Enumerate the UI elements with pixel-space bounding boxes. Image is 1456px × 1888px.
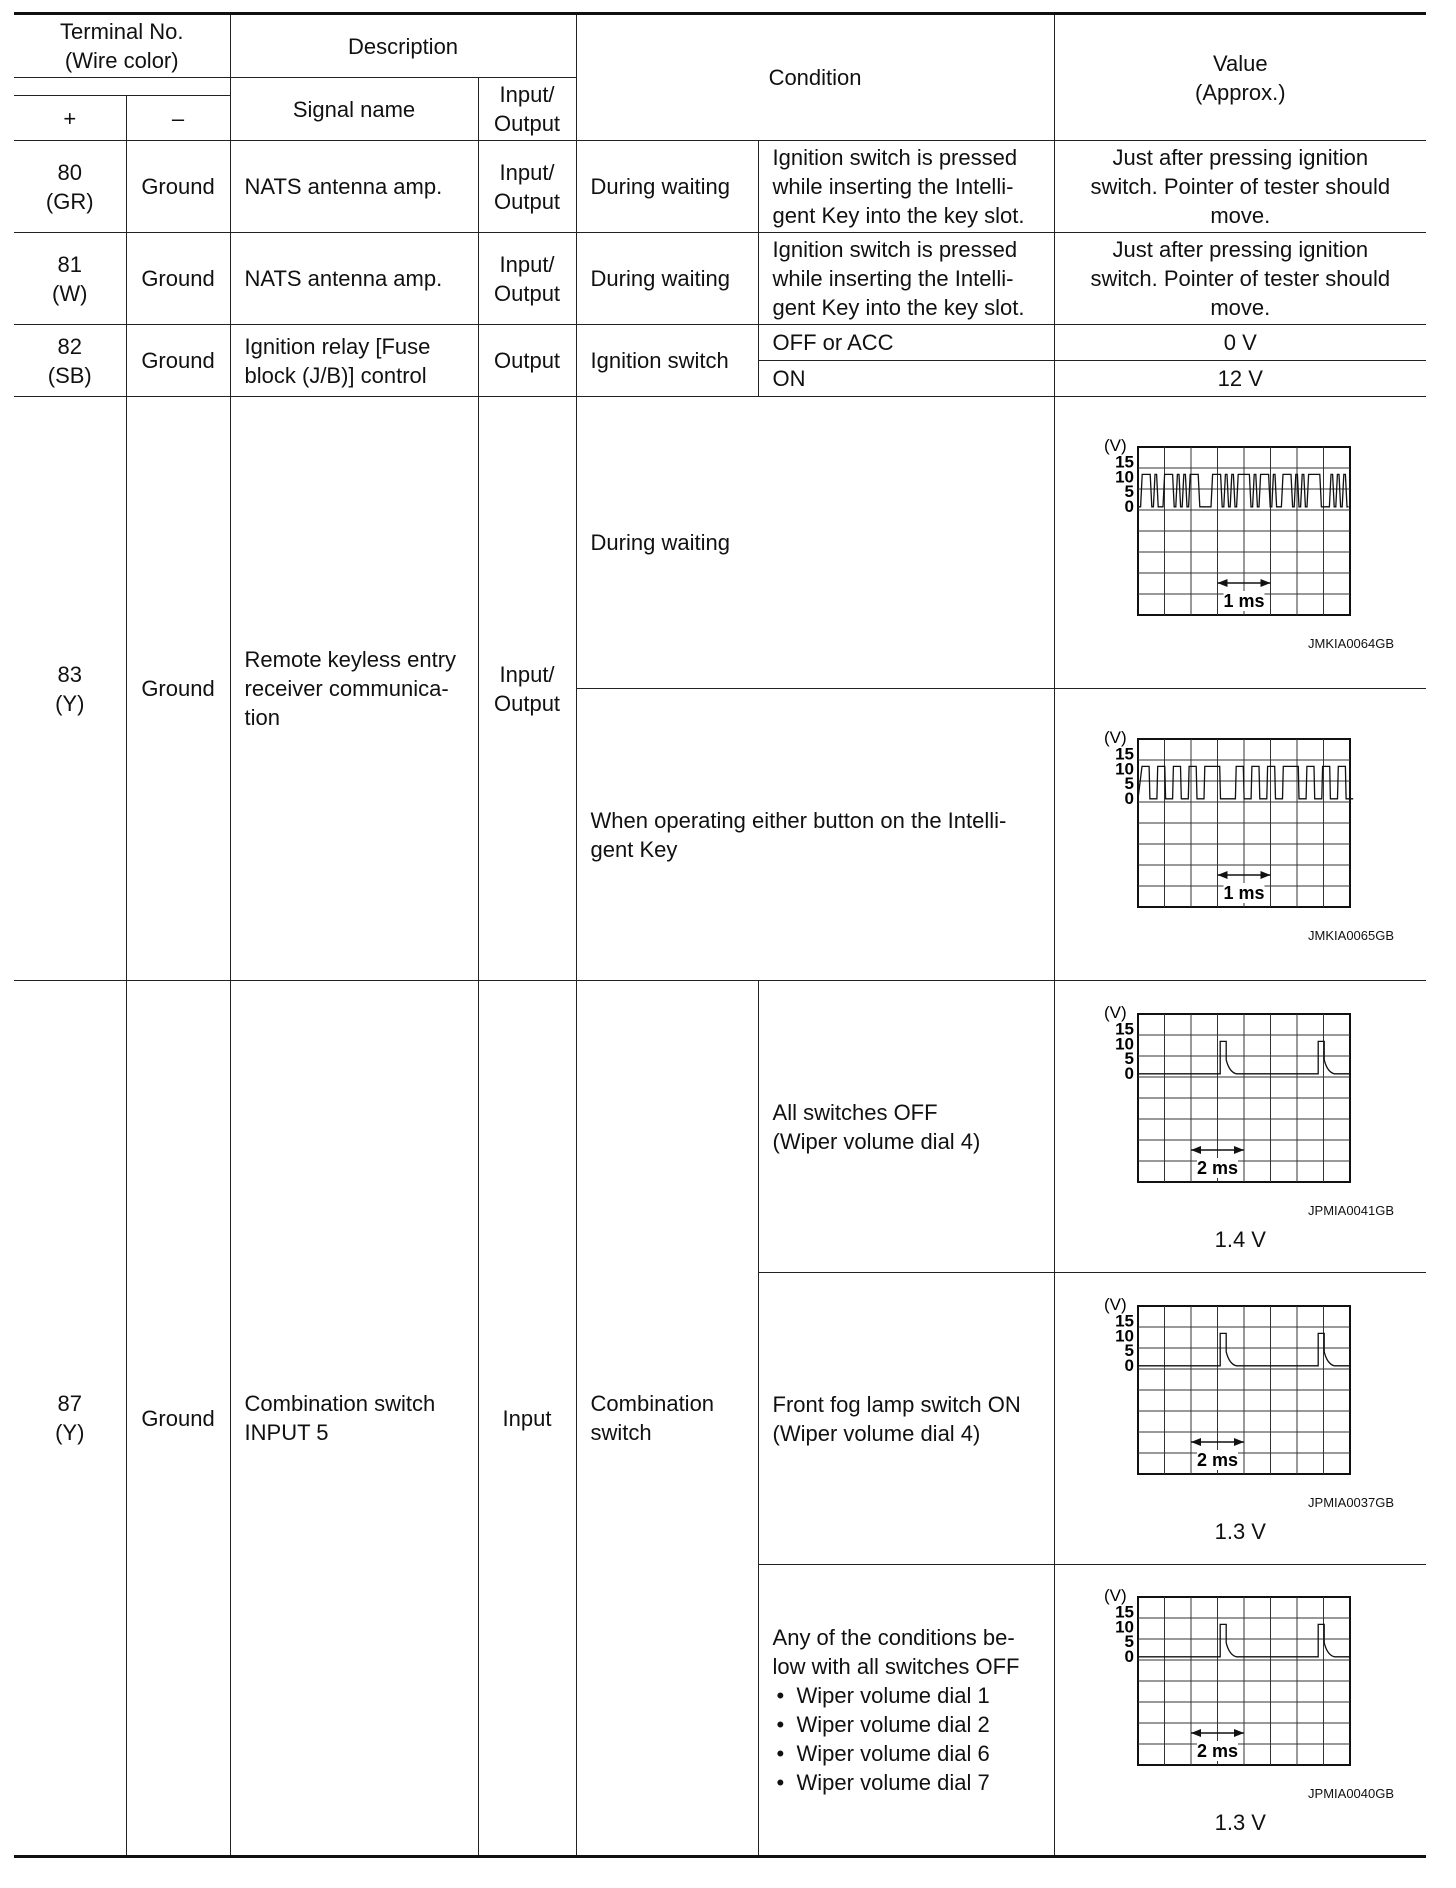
- io-cell: Output: [478, 325, 576, 397]
- sub-condition-line: gent Key into the key slot.: [772, 203, 1025, 229]
- value-cell: [1054, 397, 1426, 689]
- condition: [576, 689, 1054, 981]
- header-terminal-no: Terminal No.: [60, 19, 184, 44]
- sub-condition-line: All switches OFF: [772, 1099, 938, 1125]
- time-scale-label: 2 ms: [1197, 1449, 1239, 1470]
- axis-tick-label: 15: [1115, 452, 1135, 472]
- signal-name: [230, 397, 478, 981]
- time-scale-label: 1 ms: [1223, 883, 1265, 904]
- signal-line: Remote keyless entry: [244, 647, 457, 673]
- terminal-cell: [14, 397, 126, 981]
- header-wire-color: (Wire color): [64, 48, 179, 74]
- axis-tick-label: 10: [1115, 1034, 1135, 1054]
- voltage-value: 1.4 V: [1214, 1226, 1266, 1252]
- list-item: • Wiper volume dial 6: [773, 1739, 1048, 1768]
- table-row: [14, 141, 1426, 233]
- oscilloscope-waveform: [1100, 433, 1380, 633]
- sub-condition-line: Any of the conditions be-: [772, 1625, 1015, 1651]
- sub-condition: [758, 1273, 1054, 1565]
- signal-line: INPUT 5: [244, 1420, 329, 1446]
- axis-tick-label: 10: [1115, 1326, 1135, 1346]
- axis-tick-label: 0: [1124, 497, 1135, 517]
- axis-tick-label: 5: [1124, 1632, 1135, 1652]
- condition: During waiting: [576, 397, 1054, 689]
- value-line: Just after pressing ignition: [1112, 237, 1369, 263]
- value-cell: [1054, 233, 1426, 325]
- header-approx: (Approx.): [1195, 79, 1286, 105]
- figure-code: JPMIA0040GB: [1308, 1786, 1395, 1802]
- axis-tick-label: 0: [1124, 1647, 1135, 1667]
- io-cell: Input: [478, 981, 576, 1857]
- io-cell: [478, 397, 576, 981]
- wire-color: (W): [52, 280, 88, 306]
- value-cell: 0 V: [1054, 325, 1426, 361]
- sub-condition-line: (Wiper volume dial 4): [772, 1420, 981, 1446]
- sub-condition-line: Front fog lamp switch ON: [772, 1391, 1021, 1417]
- ground-cell: Ground: [126, 141, 230, 233]
- value-line: move.: [1210, 203, 1271, 229]
- condition-line: switch: [590, 1420, 652, 1446]
- condition-line: When operating either button on the Intelli-: [590, 807, 1007, 833]
- table-row: [14, 981, 1426, 1273]
- voltage-value: 1.3 V: [1214, 1810, 1266, 1836]
- axis-unit-label: (V): [1104, 436, 1127, 456]
- sub-condition-line: Ignition switch is pressed: [772, 145, 1018, 171]
- header-spacer: [14, 78, 230, 96]
- value-cell: [1054, 981, 1426, 1273]
- axis-tick-label: 15: [1115, 1311, 1135, 1331]
- terminal-cell: [14, 141, 126, 233]
- list-item: • Wiper volume dial 2: [773, 1710, 1048, 1739]
- sub-condition-line: Ignition switch is pressed: [772, 237, 1018, 263]
- sub-condition-line: (Wiper volume dial 4): [772, 1128, 981, 1154]
- value-cell: [1054, 1273, 1426, 1565]
- table-row: [14, 397, 1426, 689]
- signal-line: receiver communica-: [244, 676, 449, 702]
- list-item: • Wiper volume dial 1: [773, 1681, 1048, 1710]
- io-line1: Input/: [499, 159, 555, 185]
- header-io: [478, 78, 576, 141]
- value-cell: [1054, 1565, 1426, 1857]
- signal-name: NATS antenna amp.: [230, 141, 478, 233]
- signal-name: [230, 981, 478, 1857]
- value-cell: [1054, 689, 1426, 981]
- condition-line: gent Key: [590, 836, 678, 862]
- axis-unit-label: (V): [1104, 1586, 1127, 1606]
- io-cell: [478, 233, 576, 325]
- time-scale-label: 1 ms: [1223, 591, 1265, 612]
- sub-condition: [758, 1565, 1054, 1857]
- terminal-number: 81: [57, 251, 82, 277]
- terminal-cell: [14, 981, 126, 1857]
- axis-tick-label: 0: [1124, 789, 1135, 809]
- condition: [576, 981, 758, 1857]
- oscilloscope-waveform: [1100, 1583, 1380, 1783]
- sub-condition: [758, 981, 1054, 1273]
- signal-line: Ignition relay [Fuse: [244, 333, 431, 359]
- axis-tick-label: 10: [1115, 467, 1135, 487]
- value-cell: [1054, 141, 1426, 233]
- terminal-cell: [14, 325, 126, 397]
- sub-condition-line: while inserting the Intelli-: [772, 174, 1014, 200]
- oscilloscope-waveform: [1100, 1000, 1380, 1200]
- terminal-number: 87: [57, 1391, 82, 1417]
- voltage-value: 1.3 V: [1214, 1518, 1266, 1544]
- terminal-cell: [14, 233, 126, 325]
- sub-condition-line: low with all switches OFF: [772, 1654, 1020, 1680]
- table-row: [14, 233, 1426, 325]
- sub-condition-line: while inserting the Intelli-: [772, 266, 1014, 292]
- wire-color: (SB): [47, 362, 92, 388]
- sub-condition-line: gent Key into the key slot.: [772, 295, 1025, 321]
- header-value-label: Value: [1212, 50, 1268, 76]
- figure-code: JMKIA0065GB: [1308, 928, 1395, 944]
- axis-tick-label: 15: [1115, 744, 1135, 764]
- io-cell: [478, 141, 576, 233]
- ground-cell: Ground: [126, 397, 230, 981]
- header-description: Description: [230, 14, 576, 78]
- figure-code: JMKIA0064GB: [1308, 636, 1395, 652]
- ground-cell: Ground: [126, 325, 230, 397]
- wire-color: (Y): [55, 1420, 85, 1446]
- terminal-spec-table: [14, 12, 1426, 1858]
- wiper-dial-list: [773, 1681, 1048, 1797]
- wire-color: (GR): [45, 188, 94, 214]
- io-line2: Output: [494, 280, 561, 306]
- oscilloscope-waveform: [1100, 1292, 1380, 1492]
- axis-unit-label: (V): [1104, 1002, 1127, 1022]
- axis-tick-label: 15: [1115, 1019, 1135, 1039]
- signal-line: Combination switch: [244, 1391, 436, 1417]
- header-plus: +: [14, 96, 126, 141]
- axis-unit-label: (V): [1104, 1294, 1127, 1314]
- header-minus: –: [126, 96, 230, 141]
- terminal-number: 80: [57, 159, 82, 185]
- axis-tick-label: 0: [1124, 1355, 1135, 1375]
- time-scale-label: 2 ms: [1197, 1741, 1239, 1762]
- io-line1: Input/: [499, 661, 555, 687]
- header-io-line1: Input/: [499, 82, 555, 108]
- io-line2: Output: [494, 188, 561, 214]
- condition: During waiting: [576, 141, 758, 233]
- signal-name: NATS antenna amp.: [230, 233, 478, 325]
- axis-tick-label: 5: [1124, 482, 1135, 502]
- value-cell: 12 V: [1054, 361, 1426, 397]
- io-line1: Input/: [499, 251, 555, 277]
- wire-color: (Y): [55, 690, 85, 716]
- figure-code: JPMIA0041GB: [1308, 1202, 1395, 1218]
- sub-condition: ON: [758, 361, 1054, 397]
- figure-code: JPMIA0037GB: [1308, 1494, 1395, 1510]
- signal-line: block (J/B)] control: [244, 362, 427, 388]
- header-condition: Condition: [576, 14, 1054, 141]
- sub-condition: [758, 233, 1054, 325]
- terminal-number: 82: [57, 333, 82, 359]
- ground-cell: Ground: [126, 233, 230, 325]
- value-line: Just after pressing ignition: [1112, 145, 1369, 171]
- axis-tick-label: 10: [1115, 1617, 1135, 1637]
- sub-condition: [758, 141, 1054, 233]
- value-line: switch. Pointer of tester should: [1090, 266, 1391, 292]
- condition: During waiting: [576, 233, 758, 325]
- table-row: [14, 325, 1426, 361]
- terminal-number: 83: [57, 661, 82, 687]
- axis-tick-label: 0: [1124, 1063, 1135, 1083]
- ground-cell: Ground: [126, 981, 230, 1857]
- signal-name: [230, 325, 478, 397]
- condition: Ignition switch: [576, 325, 758, 397]
- axis-tick-label: 5: [1124, 774, 1135, 794]
- axis-tick-label: 5: [1124, 1048, 1135, 1068]
- list-item: • Wiper volume dial 7: [773, 1768, 1048, 1797]
- header-terminal: [14, 14, 230, 78]
- condition-line: Combination: [590, 1391, 715, 1417]
- value-line: switch. Pointer of tester should: [1090, 174, 1391, 200]
- header-value: [1054, 14, 1426, 141]
- axis-tick-label: 5: [1124, 1340, 1135, 1360]
- io-line2: Output: [494, 690, 561, 716]
- time-scale-label: 2 ms: [1197, 1157, 1239, 1178]
- sub-condition: OFF or ACC: [758, 325, 1054, 361]
- value-line: move.: [1210, 295, 1271, 321]
- axis-unit-label: (V): [1104, 728, 1127, 748]
- oscilloscope-waveform: [1100, 725, 1380, 925]
- signal-line: tion: [244, 705, 280, 731]
- axis-tick-label: 10: [1115, 759, 1135, 779]
- axis-tick-label: 15: [1115, 1602, 1135, 1622]
- header-signal-name: Signal name: [230, 78, 478, 141]
- header-io-line2: Output: [494, 111, 561, 137]
